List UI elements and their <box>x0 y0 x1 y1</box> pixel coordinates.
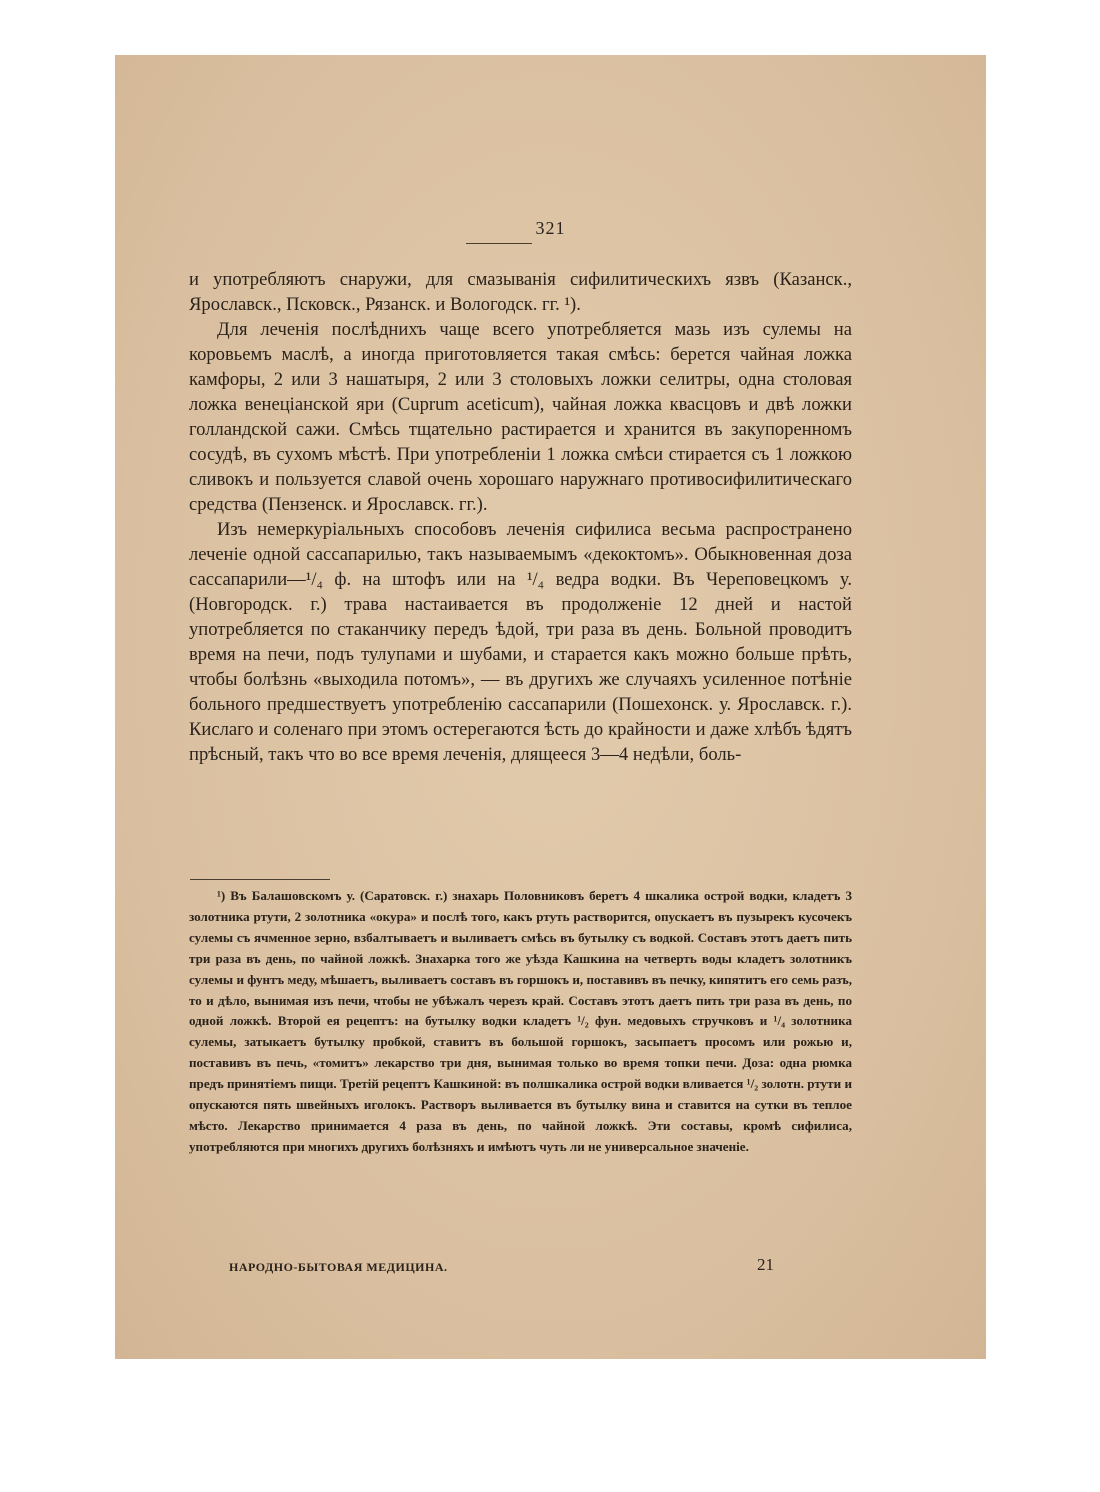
page-header <box>115 218 986 239</box>
paragraph-treatment: Для леченія послѣднихъ чаще всего употребляется мазь изъ сулемы на коровьемъ маслѣ, а иногда приготовляется такая смѣсь: берется чайная ложка камфоры, 2 или 3 нашатыря, 2 или 3 столовыхъ ложки селитры, одна столовая ложка венеціанской яри (Cuprum aceticum), чайная ложка квасцовъ и двѣ ложки голландской сажи. Смѣсь тщательно растирается и хранится въ закупоренномъ сосудѣ, въ сухомъ мѣстѣ. При употребленіи 1 ложка смѣси стирается съ 1 ложкою сливокъ и пользуется славой очень хорошаго наружнаго противосифилитическаго средства (Пензенск. и Ярославск. гг.). <box>189 319 852 515</box>
footnote: ¹) Въ Балашовскомъ у. (Саратовск. г.) знахарь Половниковъ беретъ 4 шкалика острой водки, кладетъ 3 золотника ртути, 2 золотника «окура» и послѣ того, какъ ртуть растворится, опускаетъ въ пузырекъ кусочекъ сулемы съ ячменное зерно, взбалтываетъ и выливаетъ смѣсь въ бутылку съ водкой. Составъ этотъ даетъ пить три раза въ день, по чайной ложкѣ. Знахарка того же уѣзда Кашкина на четверть воды кладетъ золотникъ сулемы и фунтъ меду, мѣшаетъ, выливаетъ составъ въ горшокъ и, поставивъ въ печку, кипятитъ его семь разъ, то и дѣло, вынимая изъ печи, чтобы не убѣжалъ черезъ край. Составъ этотъ даетъ пить три раза въ день, по одной ложкѣ. Второй ея рецептъ: на бутылку водки кладетъ ¹/₂ фун. медовыхъ стручковъ и ¹/₄ золотника сулемы, затыкаетъ бутылку пробкой, ставитъ въ большой горшокъ, засыпаетъ просомъ или рожью и, поставивъ въ печь, «томитъ» лекарство три дня, вынимая только во время топки печи. Доза: одна рюмка предъ принятіемъ пищи. Третій рецептъ Кашкиной: въ полшкалика острой водки вливается ¹/₂ золотн. ртути и опускаются пять швейныхъ иголокъ. Растворъ выливается въ бутылку вина и ставится на сутки въ теплое мѣсто. Лекарство принимается 4 раза въ день, по чайной ложкѣ. Эти составы, кромѣ сифилиса, употребляются при многихъ другихъ болѣзняхъ и имѣютъ чуть ли не универсальное значеніе. <box>189 888 852 1154</box>
paragraph-non-mercurial: Изъ немеркуріальныхъ способовъ леченія сифилиса весьма распространено леченіе одной сассапарилью, такъ называемымъ «декоктомъ». Обыкновенная доза сассапарили—¹/₄ ф. на штофъ или на ¹/₄ ведра водки. Въ Череповецкомъ у. (Новгородск. г.) трава настаивается въ продолженіе 12 дней и настой употребляется по стаканчику передъ ѣдой, три раза въ день. Больной проводитъ время на печи, подъ тулупами и шубами, и старается какъ можно больше прѣть, чтобы болѣзнь «выходила потомъ», — въ другихъ же случаяхъ усиленное потѣніе больного предшествуетъ употребленію сассапарили (Пошехонск. у. Ярославск. г.). Кислаго и соленаго при этомъ остерегаются ѣсть до крайности и даже хлѣбъ ѣдятъ прѣсный, такъ что во все время леченія, длящееся 3—4 недѣли, боль- <box>189 519 852 765</box>
scanned-page <box>115 55 986 1359</box>
main-text <box>189 267 852 767</box>
signature-number: 21 <box>757 1255 774 1274</box>
signature-title: НАРОДНО-БЫТОВАЯ МЕДИЦИНА. <box>229 1260 448 1274</box>
page-number: 321 <box>535 218 566 238</box>
header-rule <box>466 243 532 244</box>
signature-line <box>229 1255 789 1276</box>
footnote-rule <box>190 879 330 880</box>
paragraph-continued: и употребляютъ снаружи, для смазыванія сифилитическихъ язвъ (Казанск., Ярославск., Псковск., Рязанск. и Вологодск. гг. ¹). <box>189 269 852 315</box>
